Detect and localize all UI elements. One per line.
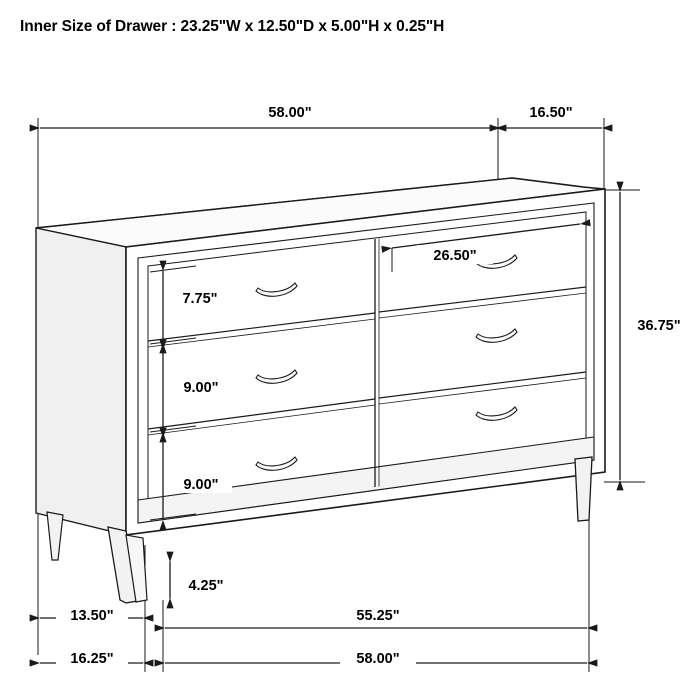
dimension-label-drawer-height-2: 9.00" [183, 380, 219, 396]
dimension-label-drawer-height-3: 9.00" [183, 477, 219, 493]
dimension-overall-height [620, 192, 695, 480]
dresser-illustration [36, 178, 605, 603]
leg-front-right [575, 457, 592, 521]
dimension-label-overall-height: 36.75" [637, 318, 681, 334]
dimension-label-bottom-width: 58.00" [356, 651, 400, 667]
dimension-label-leg-height: 4.25" [188, 578, 224, 594]
leg-back-left [47, 512, 63, 560]
dimension-bottom-width [165, 648, 587, 667]
dimension-top-width [40, 102, 496, 128]
dimension-leg-height [170, 562, 238, 598]
dimension-foot-depth [40, 648, 143, 667]
dimension-side-depth [40, 605, 143, 624]
dimension-label-drawer-width: 26.50" [433, 248, 477, 264]
dimension-label-foot-depth: 16.25" [70, 651, 114, 667]
dimension-label-base-width: 55.25" [356, 608, 400, 624]
dimension-label-top-width: 58.00" [268, 105, 312, 121]
dimension-label-top-depth: 16.50" [529, 105, 573, 121]
dimension-top-depth [500, 102, 602, 128]
dimension-base-width [165, 605, 587, 628]
dimension-label-drawer-height-1: 7.75" [182, 291, 218, 307]
page-title: Inner Size of Drawer : 23.25"W x 12.50"D x 5.00"H x 0.25"H [20, 18, 445, 35]
dimension-label-side-depth: 13.50" [70, 608, 114, 624]
